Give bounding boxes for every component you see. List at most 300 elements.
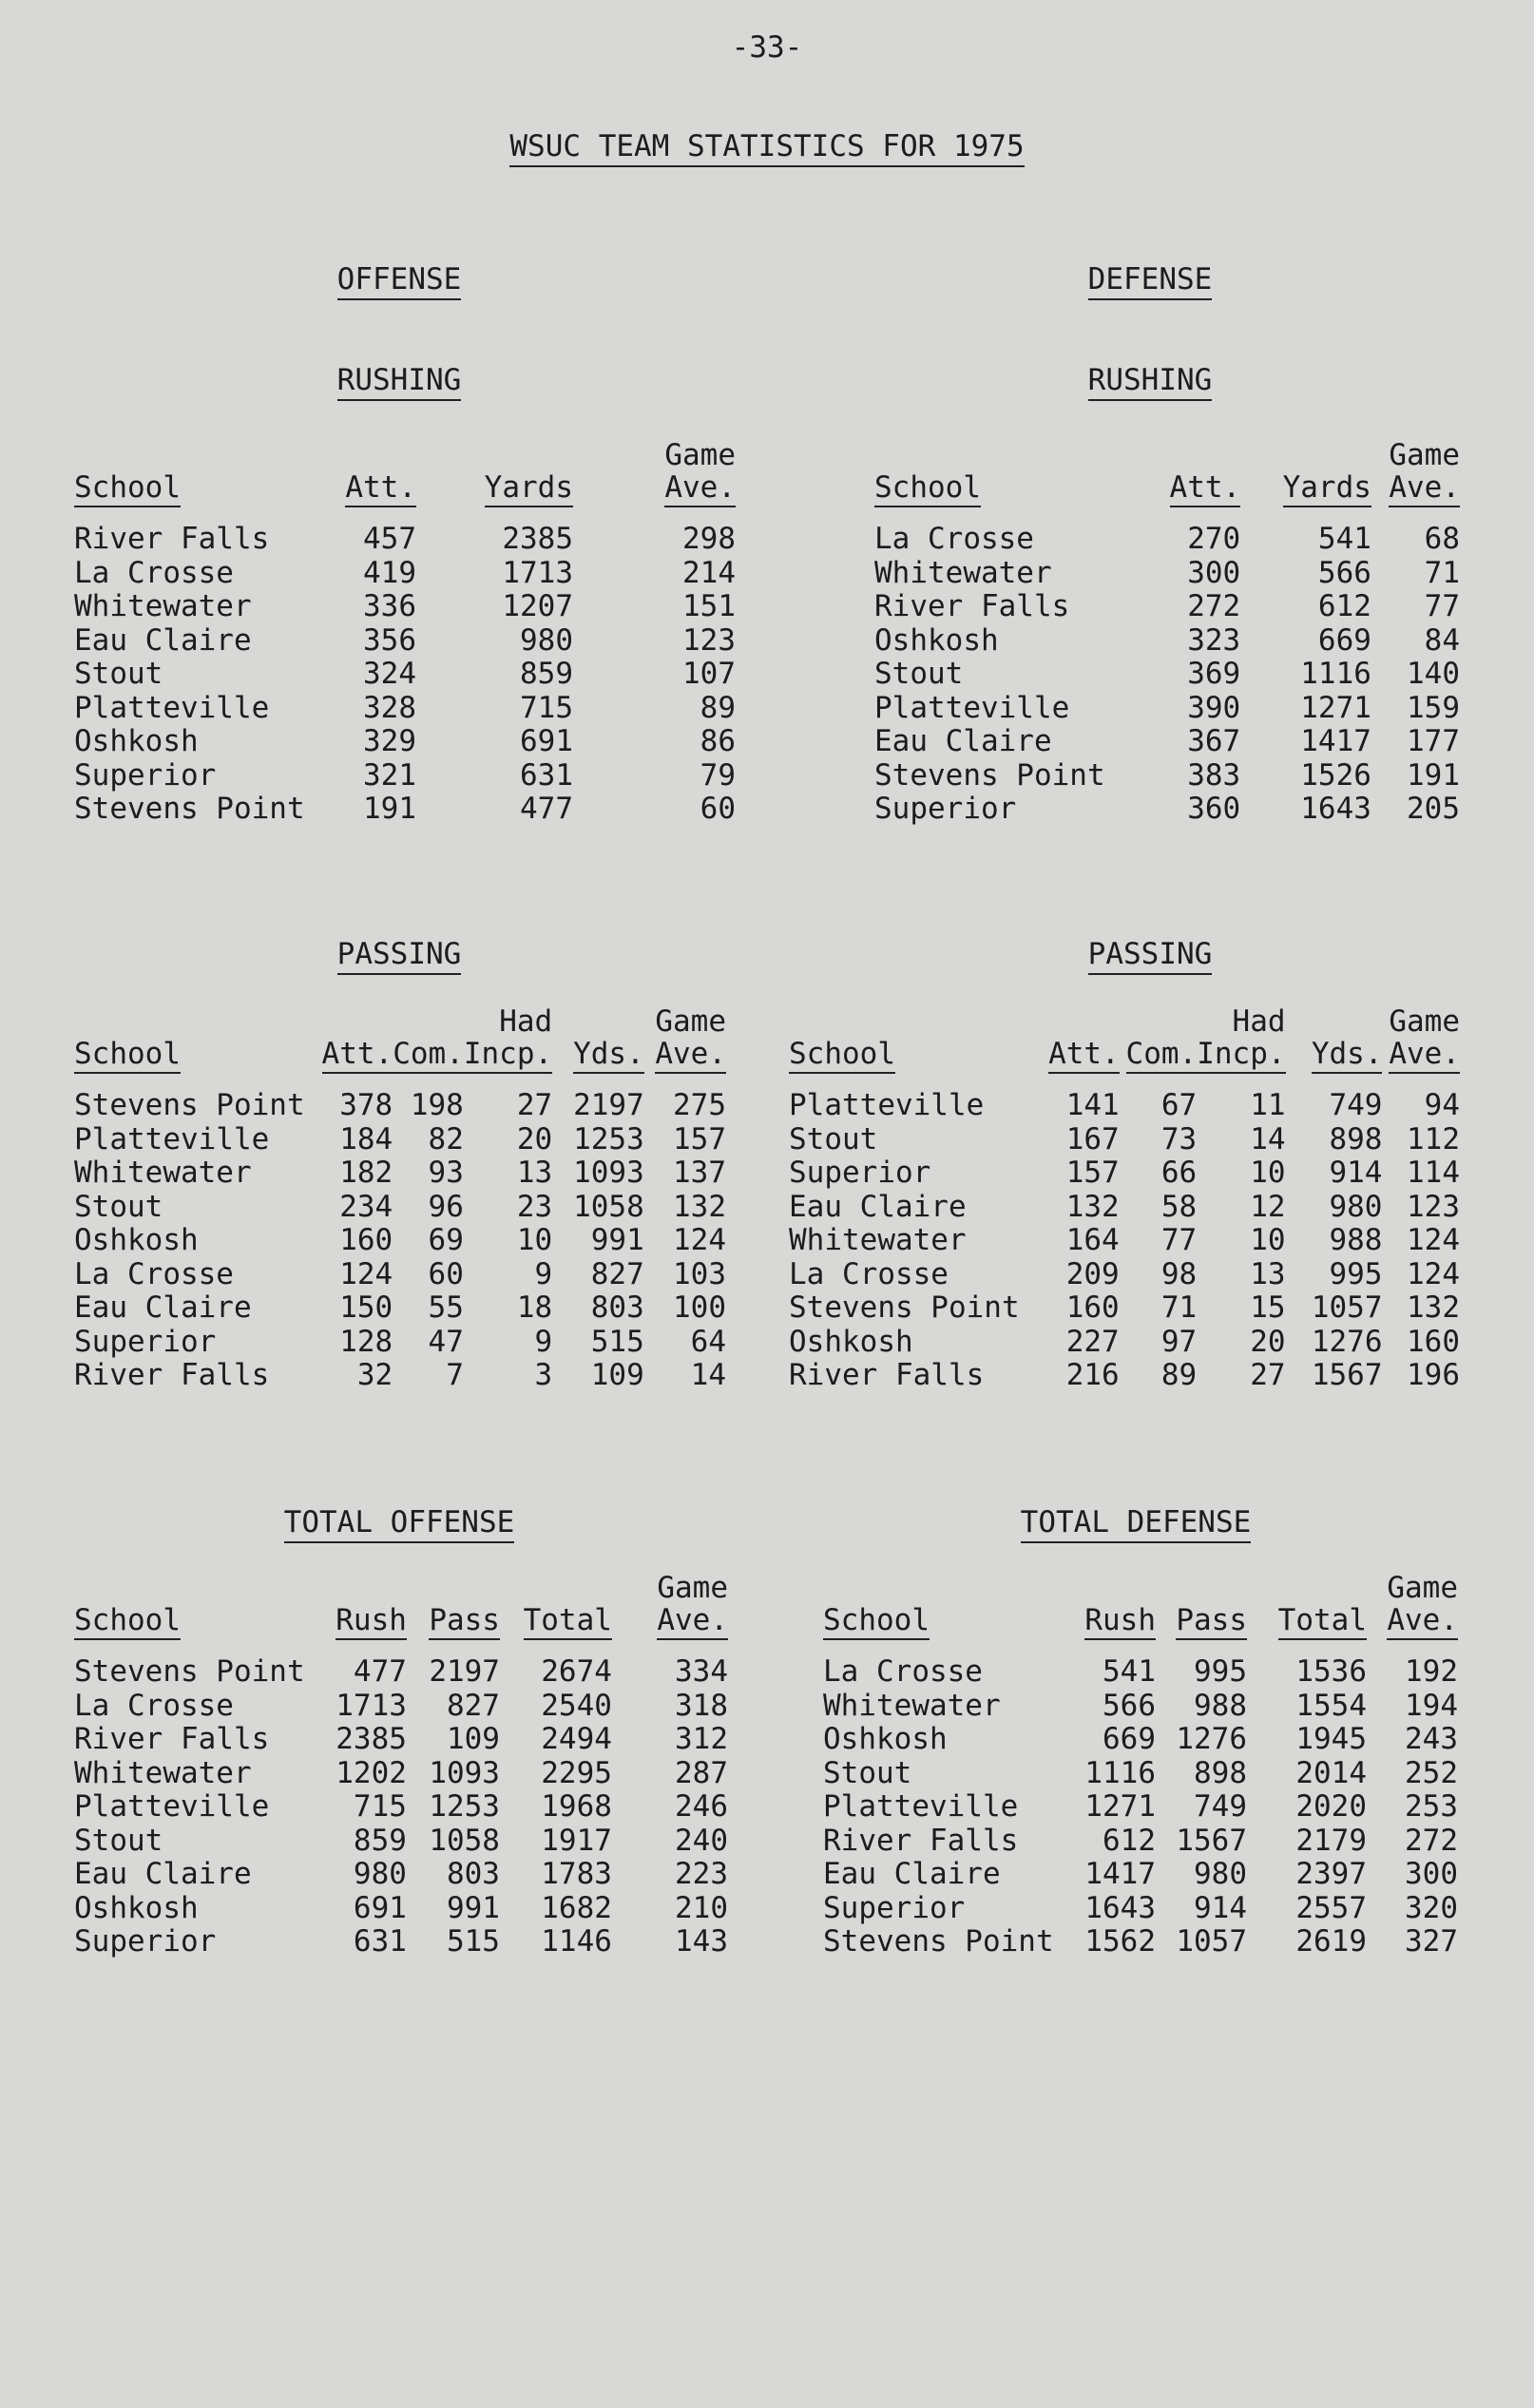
stat-cell: 55 [428, 1290, 464, 1325]
stat-cell: 1554 [1295, 1688, 1367, 1723]
stat-cell: 631 [353, 1924, 407, 1959]
stat-cell: 84 [1424, 622, 1460, 658]
header-game: Game [1389, 1004, 1460, 1039]
table-row [74, 1925, 728, 1959]
stat-cell: 1917 [541, 1823, 612, 1858]
header-school: School [74, 1037, 181, 1074]
stat-cell: 209 [1065, 1256, 1120, 1291]
stat-cell: 477 [520, 792, 573, 826]
stat-cell: 1271 [1084, 1789, 1156, 1824]
stat-cell: 2179 [1295, 1823, 1367, 1858]
stat-cell: 89 [700, 690, 736, 725]
stat-cell: 715 [353, 1789, 407, 1824]
header-game: Game [655, 1004, 726, 1039]
stat-cell: 14 [690, 1358, 726, 1392]
school-cell: Stout [789, 1121, 878, 1156]
stat-cell: 86 [700, 724, 736, 758]
stat-cell: 1567 [1176, 1823, 1247, 1858]
header-pass: Pass [1176, 1603, 1247, 1640]
stat-cell: 275 [673, 1088, 726, 1122]
stat-cell: 320 [1405, 1890, 1458, 1925]
stat-cell: 1417 [1084, 1857, 1156, 1891]
stat-cell: 1146 [541, 1924, 612, 1959]
stat-cell: 995 [1329, 1256, 1383, 1291]
total-offense-title [276, 1505, 523, 1539]
school-cell: Whitewater [74, 1156, 252, 1190]
school-cell: Oshkosh [74, 724, 199, 758]
stat-cell: 27 [516, 1088, 553, 1122]
stat-cell: 160 [339, 1223, 393, 1257]
stat-cell: 988 [1329, 1223, 1383, 1257]
school-cell: Eau Claire [74, 1290, 252, 1325]
total-offense-title-text: TOTAL OFFENSE [284, 1505, 515, 1543]
stat-cell: 214 [682, 555, 736, 590]
table-row [74, 759, 736, 793]
table-row [74, 1258, 726, 1292]
header-ave: Ave. [655, 1037, 726, 1074]
stat-cell: 898 [1194, 1755, 1247, 1790]
stat-cell: 1783 [541, 1857, 612, 1891]
stat-cell: 124 [1407, 1256, 1460, 1291]
table-row [874, 590, 1460, 624]
school-cell: River Falls [823, 1823, 1019, 1858]
table-row [823, 1825, 1458, 1859]
school-cell: River Falls [874, 589, 1070, 623]
stat-cell: 515 [590, 1324, 644, 1359]
header-yds: Yds. [573, 1037, 644, 1074]
header-rush: Rush [1084, 1603, 1156, 1640]
stat-cell: 336 [363, 589, 416, 623]
stat-cell: 2020 [1295, 1789, 1367, 1824]
school-cell: Platteville [74, 690, 270, 725]
school-cell: Eau Claire [874, 724, 1052, 758]
school-cell: Platteville [74, 1121, 270, 1156]
school-cell: Eau Claire [74, 1857, 252, 1891]
stat-cell: 2494 [541, 1722, 612, 1756]
stat-cell: 1207 [502, 589, 573, 623]
stat-cell: 10 [1250, 1223, 1286, 1257]
stat-cell: 1058 [429, 1823, 500, 1858]
stat-cell: 71 [1160, 1290, 1198, 1325]
table-row [823, 1858, 1458, 1892]
stat-cell: 192 [1405, 1654, 1458, 1689]
school-cell: Platteville [789, 1088, 985, 1122]
stat-cell: 20 [1250, 1324, 1286, 1359]
header-school: School [789, 1037, 895, 1074]
stat-cell: 15 [1250, 1290, 1286, 1325]
table-row [874, 759, 1460, 793]
school-cell: La Crosse [789, 1256, 949, 1291]
stat-cell: 988 [1194, 1688, 1247, 1723]
table-row [74, 725, 736, 759]
stat-cell: 1271 [1300, 690, 1371, 725]
header-yards: Yards [1283, 470, 1371, 507]
stat-cell: 167 [1065, 1121, 1120, 1156]
school-cell: River Falls [74, 1358, 270, 1392]
stat-cell: 991 [446, 1890, 500, 1925]
stat-cell: 240 [675, 1823, 728, 1858]
stat-cell: 1536 [1295, 1654, 1367, 1689]
school-cell: Eau Claire [789, 1189, 967, 1224]
stat-cell: 1093 [429, 1755, 500, 1790]
school-cell: Stevens Point [74, 1088, 305, 1122]
school-cell: Whitewater [823, 1688, 1001, 1723]
stat-cell: 1253 [573, 1121, 644, 1156]
stat-cell: 191 [363, 792, 416, 826]
stat-cell: 329 [363, 724, 416, 758]
stat-cell: 980 [520, 622, 573, 658]
stat-cell: 160 [1065, 1290, 1120, 1325]
table-row [74, 1636, 728, 1690]
header-ave: Ave. [664, 470, 736, 507]
school-cell: River Falls [74, 1722, 270, 1756]
stat-cell: 1643 [1084, 1890, 1156, 1925]
header-att: Att. [1048, 1037, 1120, 1074]
stat-cell: 378 [339, 1088, 393, 1122]
header-yards: Yards [485, 470, 573, 507]
stat-cell: 272 [1405, 1823, 1458, 1858]
stat-cell: 198 [410, 1088, 464, 1122]
stat-cell: 324 [363, 657, 416, 691]
stat-cell: 803 [590, 1290, 644, 1325]
stat-cell: 98 [1160, 1256, 1198, 1291]
stat-cell: 270 [1187, 522, 1241, 556]
table-row [789, 1156, 1460, 1191]
stat-cell: 13 [516, 1156, 553, 1190]
stat-cell: 151 [682, 589, 736, 623]
stat-cell: 132 [1407, 1290, 1460, 1325]
stat-cell: 2385 [336, 1722, 407, 1756]
stat-cell: 100 [673, 1290, 726, 1325]
table-row [74, 658, 736, 692]
stat-cell: 669 [1317, 622, 1371, 658]
table-row [74, 1123, 726, 1157]
stat-cell: 612 [1103, 1823, 1156, 1858]
stat-cell: 515 [446, 1924, 500, 1959]
stat-cell: 12 [1250, 1189, 1286, 1224]
stat-cell: 182 [339, 1156, 393, 1190]
header-total: Total [1278, 1603, 1367, 1640]
stat-cell: 71 [1424, 555, 1460, 590]
stat-cell: 691 [520, 724, 573, 758]
header-game: Game [1389, 438, 1460, 472]
stat-cell: 67 [1160, 1088, 1198, 1122]
stat-cell: 2197 [429, 1654, 500, 1689]
school-cell: Stout [74, 1189, 163, 1224]
stat-cell: 103 [673, 1256, 726, 1291]
defense-heading-text: DEFENSE [1088, 262, 1213, 300]
stat-cell: 97 [1160, 1324, 1198, 1359]
table-row [74, 1825, 728, 1859]
stat-cell: 157 [673, 1121, 726, 1156]
stat-cell: 223 [675, 1857, 728, 1891]
school-cell: Stout [823, 1755, 912, 1790]
header-game: Game [664, 438, 736, 472]
stat-cell: 1057 [1176, 1924, 1247, 1959]
stat-cell: 10 [516, 1223, 553, 1257]
table-row [789, 1326, 1460, 1360]
stat-cell: 124 [673, 1223, 726, 1257]
stat-cell: 1058 [573, 1189, 644, 1224]
stat-cell: 356 [363, 622, 416, 658]
offense-passing-title [323, 937, 475, 971]
school-cell: Superior [74, 757, 217, 793]
school-cell: Oshkosh [823, 1722, 948, 1756]
table-row [823, 1723, 1458, 1757]
stat-cell: 749 [1194, 1789, 1247, 1824]
stat-cell: 691 [353, 1890, 407, 1925]
stat-cell: 177 [1407, 724, 1460, 758]
header-rush: Rush [336, 1603, 407, 1640]
stat-cell: 1643 [1300, 792, 1371, 826]
stat-cell: 184 [339, 1121, 393, 1156]
table-row [874, 692, 1460, 726]
school-cell: Superior [74, 1324, 217, 1359]
table-row [74, 1790, 728, 1825]
stat-cell: 369 [1187, 657, 1241, 691]
stat-cell: 47 [428, 1324, 464, 1359]
stat-cell: 77 [1160, 1223, 1198, 1257]
header-att: Att. [345, 470, 416, 507]
header-ave: Ave. [1389, 470, 1460, 507]
stat-cell: 360 [1187, 792, 1241, 826]
stat-cell: 367 [1187, 724, 1241, 758]
school-cell: Superior [874, 792, 1017, 826]
table-row [74, 1690, 728, 1724]
school-cell: Oshkosh [74, 1890, 199, 1925]
school-cell: Platteville [874, 690, 1070, 725]
stat-cell: 390 [1187, 690, 1241, 725]
stat-cell: 2014 [1295, 1755, 1367, 1790]
school-cell: Whitewater [74, 1755, 252, 1790]
header-com: Com. [393, 1037, 464, 1074]
stat-cell: 323 [1187, 622, 1241, 658]
header-total: Total [524, 1603, 612, 1640]
stat-cell: 980 [1329, 1189, 1383, 1224]
table-row [823, 1757, 1458, 1791]
school-cell: La Crosse [874, 522, 1034, 556]
stat-cell: 123 [1407, 1189, 1460, 1224]
stat-cell: 114 [1407, 1156, 1460, 1190]
header-incp: Incp. [464, 1037, 552, 1074]
school-cell: Stevens Point [74, 1654, 305, 1689]
stat-cell: 27 [1250, 1358, 1286, 1392]
total-defense-title [1007, 1505, 1264, 1539]
school-cell: Platteville [823, 1789, 1019, 1824]
stat-cell: 9 [534, 1256, 553, 1291]
table-row [789, 1258, 1460, 1292]
stat-cell: 66 [1160, 1156, 1198, 1190]
school-cell: Superior [74, 1924, 217, 1959]
stat-cell: 477 [353, 1654, 407, 1689]
table-row [874, 725, 1460, 759]
stat-cell: 227 [1065, 1324, 1120, 1359]
stat-cell: 1116 [1300, 657, 1371, 691]
stat-cell: 566 [1103, 1688, 1156, 1723]
stat-cell: 1202 [336, 1755, 407, 1790]
school-cell: Superior [789, 1156, 931, 1190]
header-school: School [823, 1603, 930, 1640]
stat-cell: 14 [1250, 1121, 1286, 1156]
stat-cell: 566 [1317, 555, 1371, 590]
stat-cell: 1526 [1300, 757, 1371, 793]
stat-cell: 312 [675, 1722, 728, 1756]
stat-cell: 10 [1250, 1156, 1286, 1190]
stat-cell: 253 [1405, 1789, 1458, 1824]
stat-cell: 60 [700, 792, 736, 826]
table-row [74, 1326, 726, 1360]
stat-cell: 96 [428, 1189, 464, 1224]
stat-cell: 1713 [336, 1688, 407, 1723]
stat-cell: 859 [353, 1823, 407, 1858]
school-cell: Oshkosh [789, 1324, 913, 1359]
table-row [74, 1858, 728, 1892]
stat-cell: 827 [590, 1256, 644, 1291]
stat-cell: 13 [1250, 1256, 1286, 1291]
school-cell: Superior [823, 1890, 966, 1925]
table-row [74, 1892, 728, 1926]
school-cell: La Crosse [74, 1256, 234, 1291]
defense-passing-title-text: PASSING [1088, 937, 1213, 975]
stat-cell: 141 [1065, 1088, 1120, 1122]
table-row [789, 1070, 1460, 1123]
defense-rushing-table [874, 439, 1460, 827]
stat-cell: 150 [339, 1290, 393, 1325]
table-row [823, 1636, 1458, 1690]
defense-rushing-title [1074, 363, 1226, 397]
table-row [823, 1892, 1458, 1926]
school-cell: Platteville [74, 1789, 270, 1824]
stat-cell: 715 [520, 690, 573, 725]
stat-cell: 160 [1407, 1324, 1460, 1359]
stat-cell: 1276 [1176, 1722, 1247, 1756]
stat-cell: 272 [1187, 589, 1241, 623]
table-row [74, 1757, 728, 1791]
stat-cell: 194 [1405, 1688, 1458, 1723]
table-row [74, 1191, 726, 1225]
stat-cell: 132 [1065, 1189, 1120, 1224]
table-row [74, 624, 736, 659]
school-cell: Stout [74, 657, 163, 691]
stat-cell: 140 [1407, 657, 1460, 691]
table-row [74, 1291, 726, 1326]
stat-cell: 93 [428, 1156, 464, 1190]
stat-cell: 859 [520, 657, 573, 691]
stat-cell: 1093 [573, 1156, 644, 1190]
stat-cell: 132 [673, 1189, 726, 1224]
stat-cell: 58 [1160, 1189, 1198, 1224]
school-cell: Stevens Point [823, 1924, 1054, 1959]
stat-cell: 300 [1405, 1857, 1458, 1891]
table-row [874, 504, 1460, 557]
stat-cell: 991 [590, 1223, 644, 1257]
stat-cell: 9 [534, 1324, 553, 1359]
stat-cell: 321 [363, 757, 416, 793]
stat-cell: 612 [1317, 589, 1371, 623]
stat-cell: 2557 [1295, 1890, 1367, 1925]
header-incp: Incp. [1197, 1037, 1285, 1074]
stat-cell: 669 [1103, 1722, 1156, 1756]
stat-cell: 157 [1065, 1156, 1120, 1190]
stat-cell: 191 [1407, 757, 1460, 793]
stat-cell: 205 [1407, 792, 1460, 826]
header-had: Had [499, 1004, 553, 1039]
stat-cell: 1968 [541, 1789, 612, 1824]
stat-cell: 128 [339, 1324, 393, 1359]
header-att: Att. [1170, 470, 1241, 507]
table-row [74, 793, 736, 827]
table-row [74, 1224, 726, 1258]
header-game: Game [657, 1571, 728, 1605]
defense-heading [1074, 262, 1226, 296]
total-offense-table [74, 1572, 728, 1959]
defense-rushing-title-text: RUSHING [1088, 363, 1213, 401]
table-row [874, 658, 1460, 692]
stat-cell: 137 [673, 1156, 726, 1190]
header-school: School [74, 470, 181, 507]
stat-cell: 383 [1187, 757, 1241, 793]
table-row [789, 1224, 1460, 1258]
table-row [789, 1191, 1460, 1225]
stat-cell: 77 [1424, 589, 1460, 623]
stat-cell: 60 [428, 1256, 464, 1291]
stat-cell: 980 [353, 1857, 407, 1891]
header-school: School [874, 470, 981, 507]
header-ave: Ave. [1389, 1037, 1460, 1074]
school-cell: Oshkosh [874, 622, 999, 658]
stat-cell: 749 [1329, 1088, 1383, 1122]
stat-cell: 419 [363, 555, 416, 590]
stat-cell: 64 [690, 1324, 726, 1359]
stat-cell: 23 [516, 1189, 553, 1224]
stat-cell: 7 [446, 1358, 464, 1392]
school-cell: Stevens Point [874, 757, 1105, 793]
stat-cell: 210 [675, 1890, 728, 1925]
school-cell: Stout [874, 657, 964, 691]
stat-cell: 18 [516, 1290, 553, 1325]
page-title [0, 129, 1534, 163]
stat-cell: 112 [1407, 1121, 1460, 1156]
header-att: Att. [322, 1037, 393, 1074]
table-row [74, 557, 736, 591]
stat-cell: 2397 [1295, 1857, 1367, 1891]
offense-rushing-table [74, 439, 736, 827]
stat-cell: 123 [682, 622, 736, 658]
header-ave: Ave. [1387, 1603, 1458, 1640]
stat-cell: 300 [1187, 555, 1241, 590]
table-row [789, 1123, 1460, 1157]
stat-cell: 79 [700, 757, 736, 793]
stat-cell: 89 [1160, 1358, 1198, 1392]
stat-cell: 287 [675, 1755, 728, 1790]
table-row [789, 1359, 1460, 1393]
offense-rushing-title-text: RUSHING [337, 363, 462, 401]
stat-cell: 11 [1250, 1088, 1286, 1122]
stat-cell: 334 [675, 1654, 728, 1689]
stat-cell: 1945 [1295, 1722, 1367, 1756]
stat-cell: 541 [1317, 522, 1371, 556]
table-row [74, 1156, 726, 1191]
stat-cell: 1562 [1084, 1924, 1156, 1959]
school-cell: River Falls [789, 1358, 985, 1392]
stat-cell: 1057 [1311, 1290, 1383, 1325]
school-cell: La Crosse [74, 555, 234, 590]
stat-cell: 234 [339, 1189, 393, 1224]
stat-cell: 327 [1405, 1924, 1458, 1959]
total-defense-table [823, 1572, 1458, 1959]
stat-cell: 803 [446, 1857, 500, 1891]
school-cell: Whitewater [74, 589, 252, 623]
